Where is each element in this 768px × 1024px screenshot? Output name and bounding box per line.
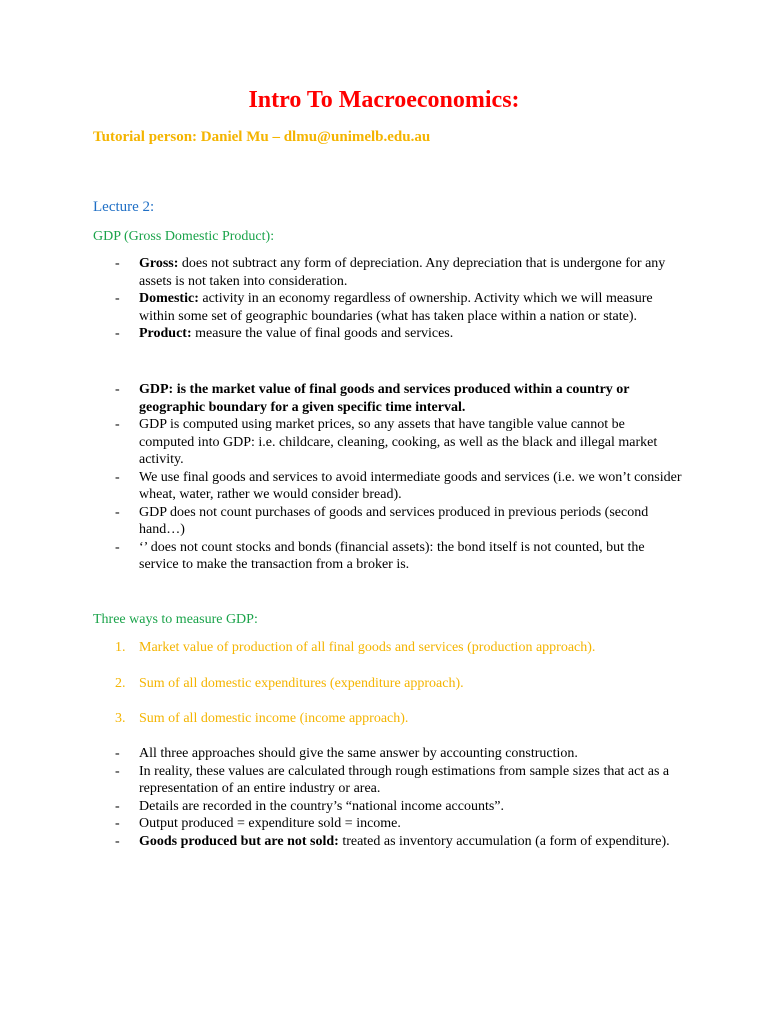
bullet-dash: - — [115, 417, 120, 432]
gdp-definition-list — [93, 255, 683, 343]
bullet-dash: - — [115, 291, 120, 306]
bullet-dash: - — [115, 256, 120, 271]
approaches-notes-list — [93, 745, 683, 850]
list-item-term: Domestic: — [139, 291, 199, 306]
list-item — [93, 416, 683, 469]
list-item — [93, 381, 683, 416]
list-item-text: Details are recorded in the country’s “national income accounts”. — [139, 798, 505, 814]
bullet-dash: - — [115, 539, 120, 555]
bullet-dash: - — [115, 326, 120, 341]
list-item — [93, 763, 683, 798]
list-item-text: All three approaches should give the same answer by accounting construction. — [139, 746, 578, 761]
list-item-text: treated as inventory accumulation (a form of expenditure). — [338, 833, 670, 849]
numbered-item-text: Sum of all domestic expenditures (expenditure approach). — [139, 675, 464, 691]
list-item — [93, 539, 683, 574]
list-item-term: Product: — [139, 326, 192, 341]
page-title: Intro To Macroeconomics: — [248, 87, 520, 113]
item-number: 1. — [115, 640, 126, 655]
lecture-heading: Lecture 2: — [93, 199, 155, 215]
list-item-text: In reality, these values are calculated through rough estimations from sample sizes that act as a representation of an entire industry or area. — [139, 763, 670, 796]
list-item-term: GDP: is the market value of final goods and services produced within a country or geographic boundary for a given specific time interval. — [139, 382, 630, 415]
list-item-text: Output produced = expenditure sold = income. — [139, 816, 401, 831]
list-item — [93, 504, 683, 539]
list-item-text: does not subtract any form of depreciation. Any depreciation that is undergone for any assets is not taken into consideration. — [139, 256, 666, 289]
list-item — [93, 255, 683, 290]
numbered-item-text: Sum of all domestic income (income approach). — [139, 711, 409, 726]
item-number: 2. — [115, 675, 126, 691]
gdp-notes-list — [93, 381, 683, 574]
list-item — [93, 290, 683, 325]
bullet-dash: - — [115, 504, 120, 520]
list-item-term: Goods produced but are not sold: — [139, 833, 339, 849]
list-item-text: GDP does not count purchases of goods and services produced in previous periods (second hand…) — [139, 504, 649, 537]
list-item — [93, 815, 683, 833]
tutorial-contact: Tutorial person: Daniel Mu – dlmu@unimelb.edu.au — [93, 129, 431, 145]
gdp-heading: GDP (Gross Domestic Product): — [93, 229, 275, 244]
bullet-dash: - — [115, 816, 120, 831]
numbered-item — [93, 639, 683, 657]
list-item — [93, 745, 683, 763]
bullet-dash: - — [115, 382, 120, 397]
bullet-dash: - — [115, 763, 120, 779]
list-item — [93, 833, 683, 851]
list-item-text: activity in an economy regardless of ownership. Activity which we will measure within some set of geographic boundaries (what has taken place within a nation or state). — [139, 291, 653, 324]
list-item-term: Gross: — [139, 256, 179, 271]
bullet-dash: - — [115, 798, 120, 814]
numbered-item — [93, 710, 683, 728]
numbered-item — [93, 675, 683, 693]
list-item — [93, 798, 683, 816]
bullet-dash: - — [115, 833, 120, 849]
item-number: 3. — [115, 711, 126, 726]
bullet-dash: - — [115, 746, 120, 761]
list-item-text: GDP is computed using market prices, so any assets that have tangible value cannot be computed into GDP: i.e. childcare, cleaning, cooking, as well as the black and illegal market activity. — [139, 417, 658, 467]
list-item — [93, 325, 683, 343]
measure-gdp-list — [93, 639, 683, 746]
list-item-text: ‘’ does not count stocks and bonds (financial assets): the bond itself is not counted, but the service to make the transaction from a broker is. — [139, 539, 645, 572]
list-item — [93, 469, 683, 504]
measure-gdp-heading: Three ways to measure GDP: — [93, 612, 258, 627]
bullet-dash: - — [115, 469, 120, 485]
list-item-text: measure the value of final goods and services. — [191, 326, 454, 341]
numbered-item-text: Market value of production of all final goods and services (production approach). — [139, 640, 596, 655]
list-item-text: We use final goods and services to avoid intermediate goods and services (i.e. we won’t consider wheat, water, rather we would consider bread). — [139, 469, 682, 502]
